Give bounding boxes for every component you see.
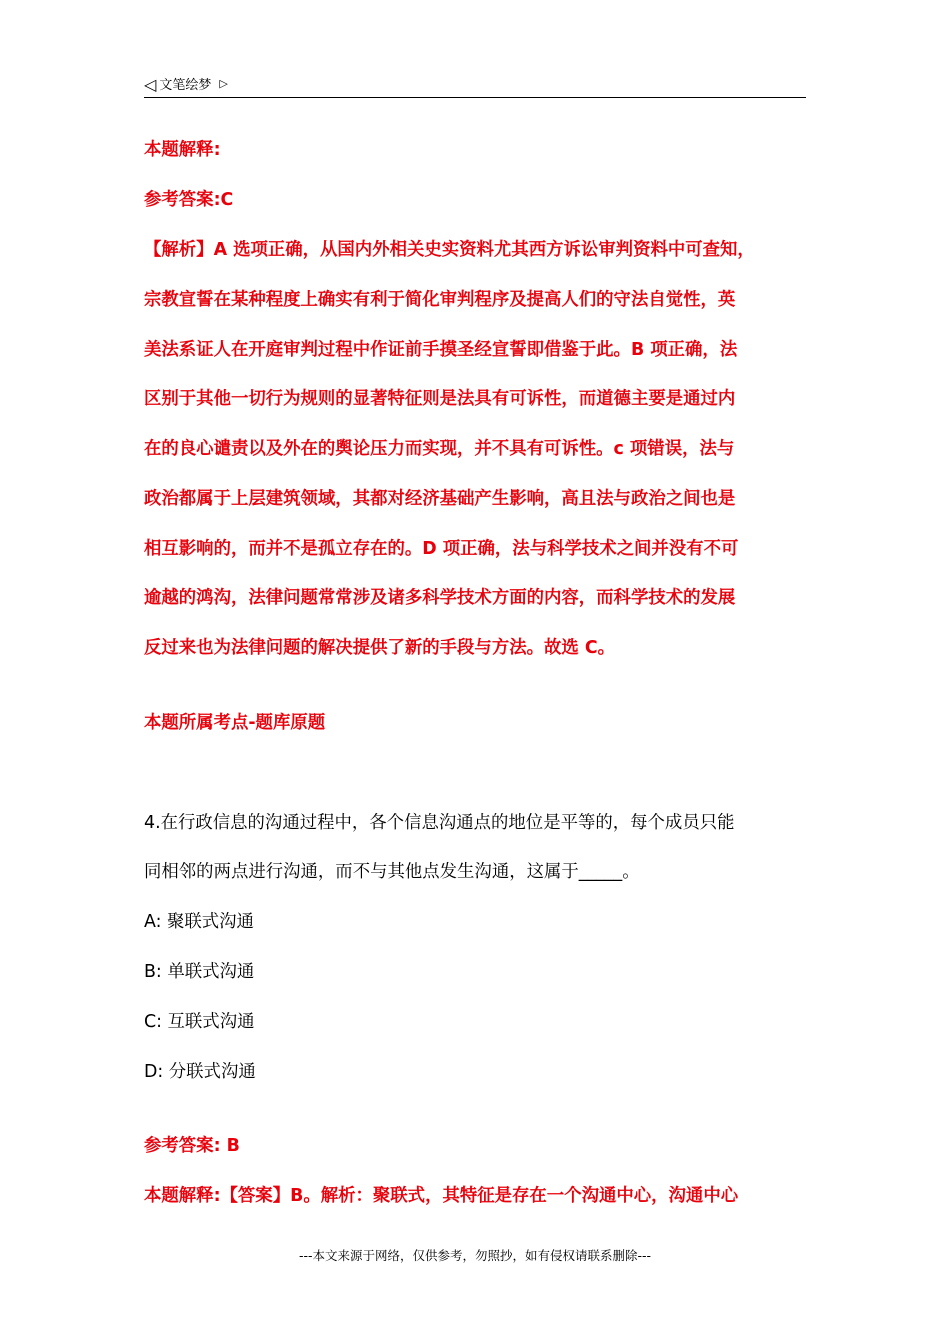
answer-c: 参考答案:C <box>144 190 234 210</box>
answer-b: 参考答案: B <box>144 1136 240 1156</box>
explanation-text: 本题解释:【答案】B。解析：聚联式，其特征是存在一个沟通中心，沟通中心 <box>144 1186 739 1206</box>
option-a: A: 聚联式沟通 <box>144 912 254 932</box>
left-triangle-icon: ◁ <box>144 75 157 94</box>
page-footer: ---本文来源于网络，仅供参考，勿照抄，如有侵权请联系删除--- <box>298 1248 652 1263</box>
analysis-line: 在的良心谴责以及外在的舆论压力而实现，并不具有可诉性。c 项错误，法与 <box>144 439 735 459</box>
analysis-line: 政治都属于上层建筑领域，其都对经济基础产生影响，高且法与政治之间也是 <box>144 489 736 509</box>
option-d: D: 分联式沟通 <box>144 1062 256 1082</box>
analysis-line: 区别于其他一切行为规则的显著特征则是法具有可诉性，而道德主要是通过内 <box>144 389 736 409</box>
right-triangle-icon: ▷ <box>219 77 228 90</box>
explanation-label: 本题解释: <box>144 140 221 160</box>
header-brand <box>144 73 228 97</box>
question-stem: 4.在行政信息的沟通过程中，各个信息沟通点的地位是平等的，每个成员只能 <box>144 813 735 833</box>
analysis-line: 反过来也为法律问题的解决提供了新的手段与方法。故选 C。 <box>144 638 615 658</box>
option-b: B: 单联式沟通 <box>144 962 255 982</box>
analysis-line: 逾越的鸿沟，法律问题常常涉及诸多科学技术方面的内容，而科学技术的发展 <box>144 588 736 608</box>
brand-text: 文笔绘梦 <box>159 78 212 93</box>
analysis-line: 宗教宣誓在某种程度上确实有利于简化审判程序及提高人们的守法自觉性，英 <box>144 290 736 310</box>
page-header <box>144 73 806 98</box>
option-c: C: 互联式沟通 <box>144 1012 255 1032</box>
analysis-line: 【解析】A 选项正确，从国内外相关史实资料尤其西方诉讼审判资料中可查知， <box>144 240 755 260</box>
question-stem: 同相邻的两点进行沟通，而不与其他点发生沟通，这属于_____。 <box>144 862 640 882</box>
analysis-line: 相互影响的，而并不是孤立存在的。D 项正确，法与科学技术之间并没有不可 <box>144 539 739 559</box>
category-label: 本题所属考点-题库原题 <box>144 713 326 733</box>
analysis-line: 美法系证人在开庭审判过程中作证前手摸圣经宣誓即借鉴于此。B 项正确，法 <box>144 340 738 360</box>
